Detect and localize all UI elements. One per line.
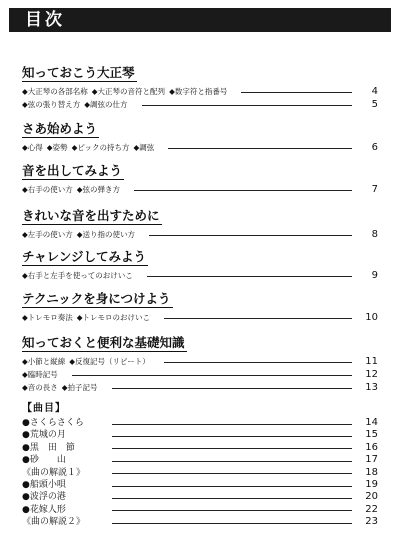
song-row[interactable]: [22, 479, 378, 491]
toc-row-items: [22, 355, 154, 368]
song-row[interactable]: [22, 442, 378, 454]
song-title: ●波浮の港: [22, 492, 66, 503]
toc-row[interactable]: [22, 85, 378, 98]
toc-row[interactable]: [22, 381, 378, 394]
page-number: 4: [371, 86, 378, 97]
toc-row[interactable]: [22, 311, 378, 324]
toc-row-items: [22, 228, 139, 241]
toc-section: [22, 62, 378, 111]
toc-row[interactable]: [22, 269, 378, 282]
leader-line: [112, 436, 352, 437]
song-row[interactable]: [22, 491, 378, 503]
toc-item: ◆拍子記号: [61, 383, 98, 392]
toc-item: ◆調弦: [133, 143, 155, 152]
toc-row-items: [22, 98, 132, 111]
leader-line: [134, 190, 352, 191]
toc-item: ◆送り指の使い方: [76, 230, 136, 239]
leader-line: [112, 486, 352, 487]
leader-line: [112, 510, 352, 511]
toc-row[interactable]: [22, 141, 378, 154]
page-number: 23: [365, 516, 378, 528]
toc-item: ◆大正琴の各部名称: [22, 87, 88, 96]
section-title[interactable]: きれいな音を出すために: [22, 208, 160, 223]
song-row[interactable]: [22, 467, 378, 479]
page-number: 6: [371, 142, 378, 153]
page-number: 19: [365, 478, 378, 490]
leader-line: [149, 235, 352, 236]
song-row[interactable]: [22, 417, 378, 429]
toc-item: ◆小節と縦線: [22, 357, 66, 366]
page-number: 12: [365, 369, 378, 380]
leader-line: [142, 105, 352, 106]
leader-line: [112, 461, 352, 462]
toc-item: ◆弦の弾き方: [76, 185, 121, 194]
toc-row[interactable]: [22, 183, 378, 196]
page-number: 11: [365, 356, 378, 367]
leader-line: [112, 388, 352, 389]
toc-item: ◆反復記号（リピート）: [69, 357, 150, 366]
toc-row-items: [22, 141, 158, 154]
toc-row-items: [22, 85, 231, 98]
toc-row-items: [22, 381, 102, 394]
song-title: ●黒 田 節: [22, 442, 75, 453]
page-title: 目次: [25, 10, 65, 30]
leader-line: [164, 362, 352, 363]
leader-line: [164, 318, 352, 319]
page-number: 22: [365, 503, 378, 515]
song-title: ●さくらさくら: [22, 418, 84, 428]
toc-item: ◆弦の張り替え方: [22, 100, 81, 109]
song-list: [22, 401, 378, 529]
leader-line: [112, 523, 352, 524]
page-number: 5: [371, 99, 378, 110]
page-number: 20: [365, 491, 378, 503]
toc-item: ◆大正琴の音符と配列: [91, 87, 166, 96]
page-number: 18: [365, 466, 378, 478]
song-row[interactable]: [22, 504, 378, 516]
header-band: [9, 8, 391, 32]
page-number: 15: [365, 429, 378, 441]
song-list-heading: 【曲目】: [22, 403, 66, 414]
toc-row[interactable]: [22, 368, 378, 381]
toc-row-items: [22, 269, 137, 282]
section-title[interactable]: 知っておくと便利な基礎知識: [22, 335, 185, 350]
page-number: 17: [365, 454, 378, 466]
toc-row-items: [22, 368, 62, 381]
toc-section: [22, 118, 378, 154]
leader-line: [112, 424, 352, 425]
song-row[interactable]: [22, 429, 378, 441]
toc-item: ◆右手と左手を使ってのおけいこ: [22, 271, 133, 280]
toc-section: [22, 246, 378, 282]
toc-item: ◆臨時記号: [22, 370, 58, 379]
toc-row-items: [22, 183, 124, 196]
song-title: 《曲の解説１》: [22, 467, 86, 478]
toc-section: [22, 332, 378, 394]
song-title: ●砂 山: [22, 455, 66, 466]
page-number: 14: [365, 417, 378, 428]
toc-item: ◆右手の使い方: [22, 185, 73, 194]
toc-item: ◆トレモロのおけいこ: [76, 313, 151, 322]
toc-row[interactable]: [22, 228, 378, 241]
song-row[interactable]: [22, 454, 378, 466]
page-number: 7: [371, 184, 378, 195]
leader-line: [147, 276, 352, 277]
toc-section: [22, 205, 378, 241]
page-number: 13: [365, 382, 378, 393]
song-title: ●荒城の月: [22, 430, 66, 441]
toc-item: ◆調弦の仕方: [84, 100, 128, 109]
toc-row[interactable]: [22, 355, 378, 368]
leader-line: [72, 375, 352, 376]
song-row[interactable]: [22, 516, 378, 528]
section-title[interactable]: チャレンジしてみよう: [22, 249, 147, 264]
section-title[interactable]: テクニックを身につけよう: [22, 291, 171, 306]
toc-item: ◆数字符と指番号: [169, 87, 228, 96]
toc-item: ◆音の長さ: [22, 383, 58, 392]
leader-line: [112, 448, 352, 449]
toc-item: ◆トレモロ奏法: [22, 313, 73, 322]
leader-line: [241, 92, 352, 93]
page-number: 9: [371, 270, 378, 281]
toc-item: ◆ピックの持ち方: [71, 143, 130, 152]
section-title[interactable]: 音を出してみよう: [22, 163, 123, 178]
song-title: 《曲の解説２》: [22, 517, 86, 528]
song-title: ●花嫁人形: [22, 504, 66, 515]
toc-row-items: [22, 311, 154, 324]
page-number: 16: [365, 441, 378, 453]
song-title: ●船頭小唄: [22, 479, 66, 490]
toc-row[interactable]: [22, 98, 378, 111]
page-number: 10: [365, 312, 378, 323]
toc-item: ◆姿勢: [46, 143, 68, 152]
leader-line: [168, 148, 352, 149]
section-title[interactable]: さあ始めよう: [22, 121, 98, 136]
toc-section: [22, 160, 378, 196]
toc-section: [22, 288, 378, 324]
toc-item: ◆左手の使い方: [22, 230, 73, 239]
leader-line: [112, 473, 352, 474]
page-number: 8: [371, 229, 378, 240]
section-title[interactable]: 知っておこう大正琴: [22, 65, 135, 80]
leader-line: [112, 498, 352, 499]
toc-item: ◆心得: [22, 143, 43, 152]
